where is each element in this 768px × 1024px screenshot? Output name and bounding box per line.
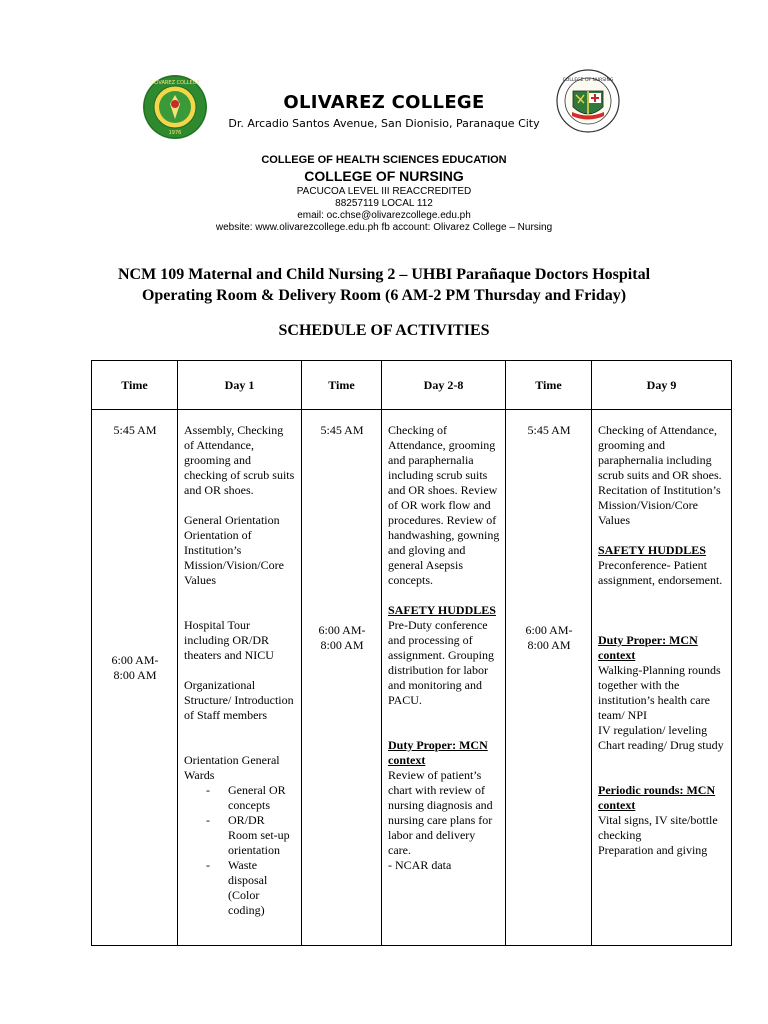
day28-checking: Checking of Attendance, grooming and paraphernalia including scrub suits and OR shoes. Review of OR work flow and procedures. Review of handwashing, gowning and gloving and general Asepsis concepts. [388,423,500,587]
header-day-1: Day 1 [178,361,302,410]
header-time-3: Time [506,361,592,410]
day1-orientation-list [184,783,296,918]
college-address: Dr. Arcadio Santos Avenue, San Dionisio, Paranaque City [228,117,540,130]
course-title [0,264,768,306]
time-545: 5:45 AM [320,423,364,437]
day9-periodic-rounds-heading: Periodic rounds: MCN context [598,783,716,812]
time-column-2 [302,410,382,946]
day9-recitation: Recitation of Institution’s Mission/Vision/Core Values [598,483,721,527]
day28-chart-review: Review of patient’s chart with review of nursing diagnosis and nursing care plans for labor and delivery care. [388,768,493,857]
header-time-1: Time [92,361,178,410]
day9-preconference: Preconference- Patient assignment, endorsement. [598,558,723,587]
day9-chart-reading: Chart reading/ Drug study [598,738,724,752]
day9-walking-rounds: Walking-Planning rounds together with the institution’s health care team/ NPI [598,663,721,722]
day28-ncar: - NCAR data [388,858,452,872]
day9-checking: Checking of Attendance, grooming and paraphernalia including scrub suits and OR shoes. [598,423,722,482]
day28-duty-proper-heading: Duty Proper: MCN context [388,738,488,767]
day-2-8-activities [382,410,506,946]
header-day-9: Day 9 [592,361,732,410]
day-9-activities [592,410,732,946]
time-column-1 [92,410,178,946]
table-header-row [92,361,732,410]
day9-iv-regulation: IV regulation/ leveling [598,723,708,737]
list-item: - General OR concepts [206,783,296,813]
day1-hospital-tour: Hospital Tour including OR/DR theaters and NICU [184,618,274,662]
website-line: website: www.olivarezcollege.edu.ph fb account: Olivarez College – Nursing [215,222,553,233]
time-600-800: 6:00 AM- 8:00 AM [318,623,366,652]
header-time-2: Time [302,361,382,410]
department-health-sciences: COLLEGE OF HEALTH SCIENCES EDUCATION [261,154,507,166]
svg-text:OLIVAREZ COLLEGE: OLIVAREZ COLLEGE [150,80,200,86]
day1-general-orientation: General Orientation Orientation of Institution’s Mission/Vision/Core Values [184,513,284,587]
day9-safety-huddles-heading: SAFETY HUDDLES [598,543,706,557]
table-row [92,410,732,946]
time-545: 5:45 AM [113,423,157,437]
time-545: 5:45 AM [527,423,571,437]
accreditation-line: PACUCOA LEVEL III REACCREDITED [296,186,472,197]
course-title-line-2: Operating Room & Delivery Room (6 AM-2 PM Thursday and Friday) [141,287,627,304]
day28-safety-huddles-heading: SAFETY HUDDLES [388,603,496,617]
svg-text:COLLEGE OF NURSING: COLLEGE OF NURSING [562,78,614,83]
day9-preparation: Preparation and giving [598,843,708,857]
email-line: email: oc.chse@olivarezcollege.edu.ph [297,210,471,221]
day1-organizational-structure: Organizational Structure/ Introduction of Staff members [184,678,294,722]
time-600-800: 6:00 AM- 8:00 AM [111,653,159,682]
phone-line: 88257119 LOCAL 112 [335,198,433,209]
day-1-activities [178,410,302,946]
schedule-table [91,360,732,946]
day1-orientation-wards: Orientation General Wards [184,753,280,782]
list-item: - Waste disposal (Color coding) [206,858,296,918]
department-nursing: COLLEGE OF NURSING [304,168,464,184]
day9-vital-signs: Vital signs, IV site/bottle checking [598,813,718,842]
day1-assembly: Assembly, Checking of Attendance, grooming and checking of scrub suits and OR shoes. [184,423,295,497]
svg-text:1976: 1976 [168,130,182,136]
time-600-800: 6:00 AM- 8:00 AM [525,623,573,652]
time-column-3 [506,410,592,946]
header-day-2-8: Day 2-8 [382,361,506,410]
list-item: - OR/DR Room set-up orientation [206,813,296,858]
schedule-title: SCHEDULE OF ACTIVITIES [278,322,490,339]
college-name: OLIVAREZ COLLEGE [283,92,485,113]
day9-duty-proper-heading: Duty Proper: MCN context [598,633,698,662]
course-title-line-1: NCM 109 Maternal and Child Nursing 2 – UHBI Parañaque Doctors Hospital [117,266,651,283]
day28-preduty: Pre-Duty conference and processing of assignment. Grouping distribution for labor and monitoring and PACU. [388,618,494,707]
